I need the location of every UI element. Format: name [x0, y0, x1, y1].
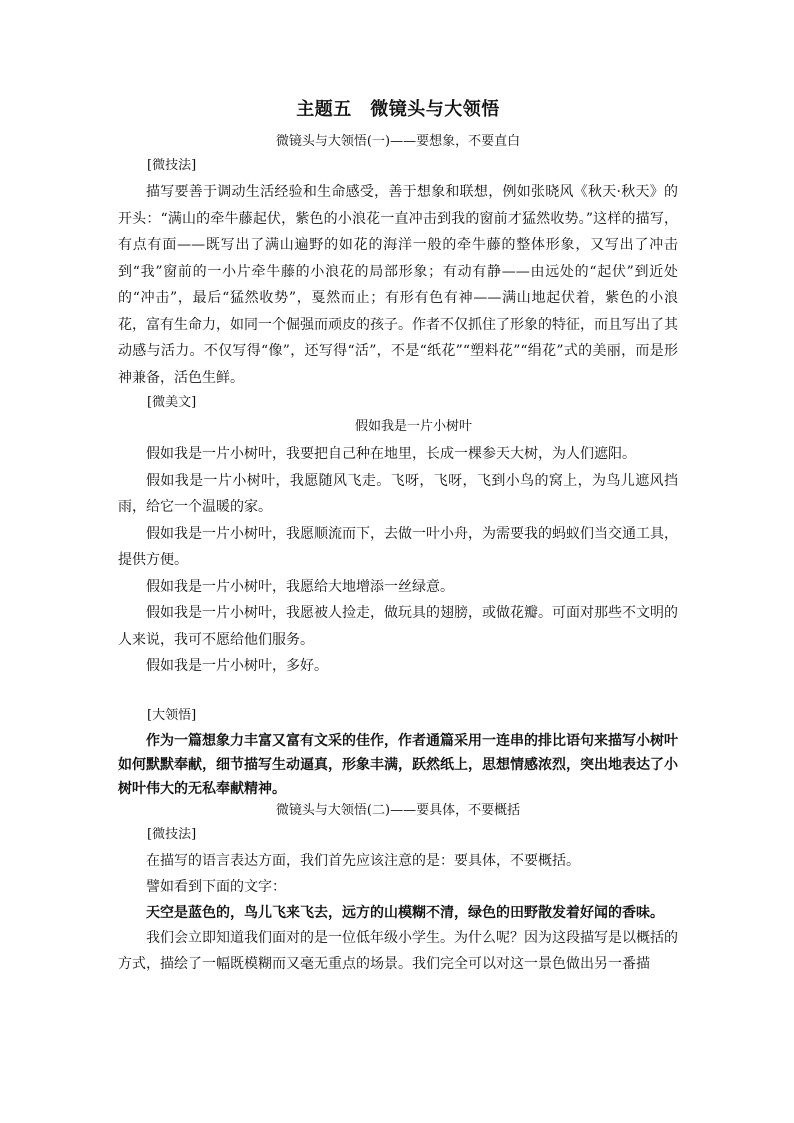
- essay-paragraph: 假如我是一片小树叶，我要把自己种在地里，长成一棵参天大树，为人们遮阳。: [146, 446, 636, 462]
- blank-line: [118, 680, 678, 704]
- example-sentence: 天空是蓝色的，鸟儿飞来飞去，远方的山模糊不清，绿色的田野散发着好闻的香味。: [146, 904, 664, 921]
- section-1-title: 微镜头与大领悟(一)——要想象，不要直白: [275, 134, 521, 149]
- section-1-insight-paragraph: 作为一篇想象力丰富又富有文采的佳作，作者通篇采用一连串的排比语句来描写小树叶如何默默奉献，细节描写生动逼真，形象丰满，跃然纸上，思想情感浓烈，突出地表达了小树叶伟大的无私奉献精神。: [118, 732, 678, 797]
- section-1-technique-tag: [微技法]: [147, 158, 197, 173]
- section-1-essay-tag: [微美文]: [147, 395, 197, 410]
- essay-title: 假如我是一片小树叶: [355, 419, 473, 434]
- section-2-title: 微镜头与大领悟(二)——要具体，不要概括: [275, 802, 521, 818]
- essay-paragraph: 假如我是一片小树叶，我愿随风飞走。飞呀，飞呀，飞到小鸟的窝上，为鸟儿遮风挡雨，给它一个温暖的家。: [118, 472, 678, 515]
- section-1-technique-paragraph: 描写要善于调动生活经验和生命感受，善于想象和联想，例如张晓风《秋天·秋天》的开头：“满山的牵牛藤起伏，紫色的小浪花一直冲击到我的窗前才猛然收势。”这样的描写，有点有面——既写出了满山遍野的如花的海洋一般的牵牛藤的整体形象，又写出了冲击到“我”窗前的一小片牵牛藤的小浪花的局部形象；有动有静——由远处的“起伏”到近处的“冲击”，最后“猛然收势”，戛然而止；有形有色有神——满山地起伏着，紫色的小浪花，富有生命力，如同一个倔强而顽皮的孩子。作者不仅抓住了形象的特征，而且写出了其动感与活力。不仅写得“像”，还写得“活”，不是“纸花”“塑料花”“绢花”式的美丽，而是形神兼备，活色生鲜。: [118, 184, 678, 386]
- section-2-technique-tag: [微技法]: [147, 826, 197, 842]
- section-2-paragraph: 譬如看到下面的文字：: [146, 879, 286, 895]
- essay-paragraph: 假如我是一片小树叶，我愿被人捡走，做玩具的翅膀，或做花瓣。可面对那些不文明的人来说，我可不愿给他们服务。: [118, 605, 678, 648]
- section-1-insight-tag: [大领悟]: [147, 707, 197, 723]
- document-page: [118, 92, 678, 978]
- page-title: 主题五 微镜头与大领悟: [296, 99, 500, 120]
- section-2-paragraph: 在描写的语言表达方面，我们首先应该注意的是：要具体，不要概括。: [146, 852, 580, 869]
- essay-paragraph: 假如我是一片小树叶，我愿给大地增添一丝绿意。: [146, 578, 454, 595]
- essay-paragraph: 假如我是一片小树叶，我愿顺流而下，去做一叶小舟，为需要我的蚂蚁们当交通工具，提供方便。: [118, 525, 678, 568]
- section-2-analysis-paragraph: 我们会立即知道我们面对的是一位低年级小学生。为什么呢？因为这段描写是以概括的方式，描绘了一幅既模糊而又毫无重点的场景。我们完全可以对这一景色做出另一番描: [118, 929, 678, 972]
- essay-paragraph: 假如我是一片小树叶，多好。: [146, 658, 328, 674]
